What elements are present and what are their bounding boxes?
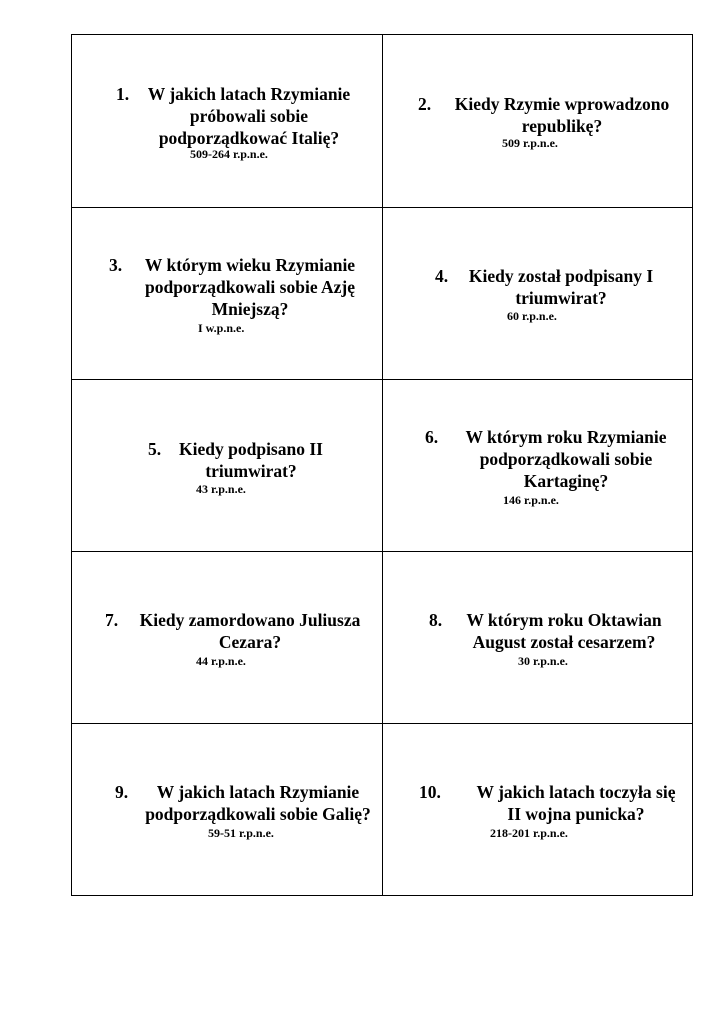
card-6 xyxy=(383,380,693,552)
card-number: 2. xyxy=(418,94,432,114)
card-question xyxy=(425,426,687,492)
card-question-text: W jakich latach toczyła się II wojna punicka? xyxy=(476,782,676,824)
card-number: 5. xyxy=(148,439,162,459)
card-question xyxy=(419,781,681,825)
card-answer: 509 r.p.n.e. xyxy=(502,136,558,150)
card-answer: 218-201 r.p.n.e. xyxy=(490,826,568,840)
card-answer: 43 r.p.n.e. xyxy=(196,482,246,496)
card-question-text: W jakich latach Rzymianie próbowali sobie podporządkować Italię? xyxy=(147,84,351,148)
card-number: 8. xyxy=(429,610,443,630)
card-question xyxy=(116,83,366,149)
card-question xyxy=(418,93,688,137)
card-question-text: Kiedy zamordowano Juliusza Cezara? xyxy=(139,610,361,652)
card-number: 7. xyxy=(105,610,119,630)
card-5 xyxy=(72,380,383,552)
card-question xyxy=(105,609,375,653)
card-number: 9. xyxy=(115,782,129,802)
card-answer: I w.p.n.e. xyxy=(198,321,245,335)
card-4 xyxy=(383,208,693,380)
card-question xyxy=(109,254,371,320)
card-question xyxy=(148,438,336,482)
card-answer: 59-51 r.p.n.e. xyxy=(208,826,274,840)
card-number: 3. xyxy=(109,255,123,275)
flashcard-sheet xyxy=(71,34,693,896)
card-3 xyxy=(72,208,383,380)
card-question xyxy=(435,265,667,309)
card-question-text: W jakich latach Rzymianie podporządkowali sobie Galię? xyxy=(145,782,371,824)
card-question-text: W którym roku Oktawian August został cesarzem? xyxy=(466,610,662,652)
card-8 xyxy=(383,552,693,724)
card-answer: 60 r.p.n.e. xyxy=(507,309,557,323)
card-number: 1. xyxy=(116,84,130,104)
card-answer: 509-264 r.p.n.e. xyxy=(190,147,268,161)
card-question-text: Kiedy Rzymie wprowadzono republikę? xyxy=(454,94,670,136)
card-7 xyxy=(72,552,383,724)
card-10 xyxy=(383,724,693,895)
card-number: 4. xyxy=(435,266,449,286)
card-answer: 44 r.p.n.e. xyxy=(196,654,246,668)
card-2 xyxy=(383,35,693,208)
card-question-text: Kiedy podpisano II triumwirat? xyxy=(179,439,323,481)
card-answer: 146 r.p.n.e. xyxy=(503,493,559,507)
card-9 xyxy=(72,724,383,895)
card-question xyxy=(429,609,679,653)
card-answer: 30 r.p.n.e. xyxy=(518,654,568,668)
card-question xyxy=(115,781,381,825)
card-number: 10. xyxy=(419,782,441,802)
card-question-text: W którym roku Rzymianie podporządkowali sobie Kartaginę? xyxy=(465,427,667,491)
card-number: 6. xyxy=(425,427,439,447)
card-1 xyxy=(72,35,383,208)
card-question-text: Kiedy został podpisany I triumwirat? xyxy=(468,266,654,308)
card-question-text: W którym wieku Rzymianie podporządkowali sobie Azję Mniejszą? xyxy=(144,255,356,319)
